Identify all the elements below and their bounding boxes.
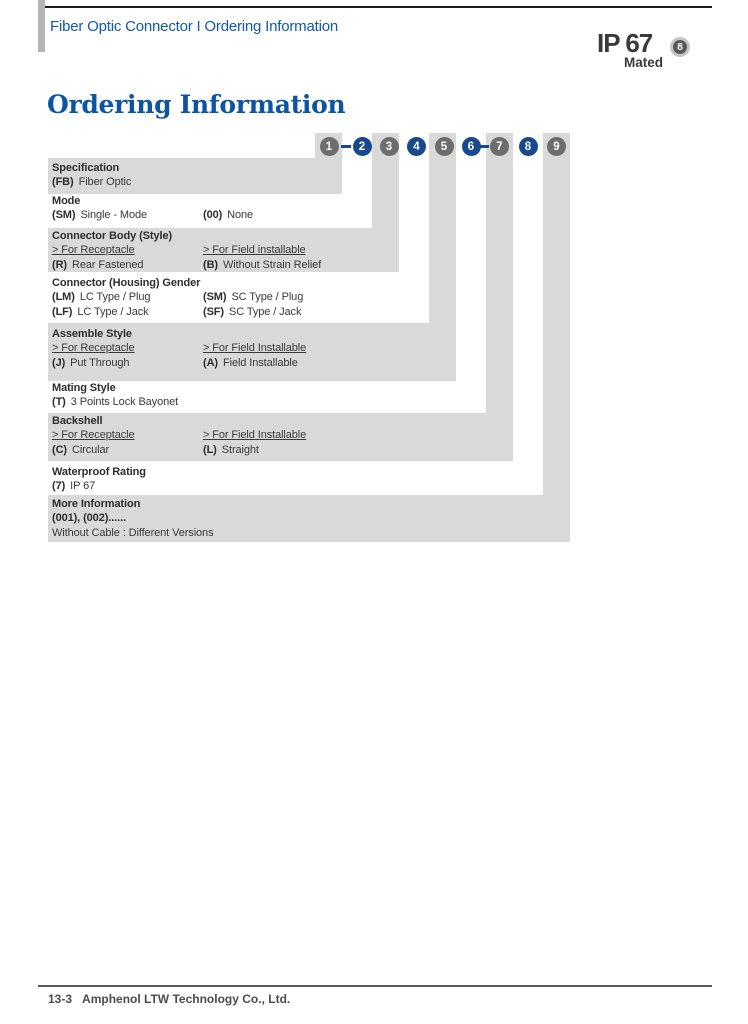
option-row xyxy=(48,356,456,370)
for-receptacle-link: > For Receptacle xyxy=(52,429,135,442)
option-row xyxy=(48,479,358,493)
option-row xyxy=(48,511,570,525)
section-connector-body xyxy=(48,228,399,272)
option-code: (FB) xyxy=(52,176,74,189)
link-row xyxy=(48,428,513,442)
option-code: (SF) xyxy=(203,305,224,318)
position-circle-6: 6 xyxy=(462,137,481,156)
for-receptacle-link: > For Receptacle xyxy=(52,342,135,355)
dash-separator xyxy=(480,145,489,148)
top-rule xyxy=(38,6,712,8)
option-text: Single - Mode xyxy=(80,209,148,222)
option-text: Put Through xyxy=(70,356,130,369)
for-field-installable-link: > For Field installable xyxy=(203,244,306,257)
section-more-information xyxy=(48,495,570,542)
section-assemble-style xyxy=(48,323,456,381)
option-text: IP 67 xyxy=(70,480,96,493)
option-code: (SM) xyxy=(203,291,227,304)
option-code: (L) xyxy=(203,443,217,456)
position-circle-9: 9 xyxy=(547,137,566,156)
link-row xyxy=(48,243,399,257)
option-text: None xyxy=(227,209,254,222)
section-header: Backshell xyxy=(52,415,103,427)
option-text: Rear Fastened xyxy=(71,258,144,271)
stair-column-5 xyxy=(429,133,456,323)
position-circle-5: 5 xyxy=(435,137,454,156)
position-circle-7: 7 xyxy=(490,137,509,156)
option-code: (T) xyxy=(52,396,66,409)
for-field-installable-link: > For Field Installable xyxy=(203,429,307,442)
section-housing-gender xyxy=(48,271,408,326)
page-title: Ordering Information xyxy=(47,90,346,119)
option-row xyxy=(48,443,513,457)
option-text: Without Strain Relief xyxy=(222,258,322,271)
footer xyxy=(48,992,290,1006)
position-circle-1: 1 xyxy=(320,137,339,156)
dash-separator xyxy=(341,145,351,148)
position-circle-4: 4 xyxy=(407,137,426,156)
option-code: (B) xyxy=(203,258,218,271)
option-text: LC Type / Jack xyxy=(77,305,149,318)
option-row xyxy=(48,526,570,540)
company-name: Amphenol LTW Technology Co., Ltd. xyxy=(82,992,291,1006)
for-receptacle-link: > For Receptacle xyxy=(52,244,135,257)
section-specification xyxy=(48,158,342,194)
section-header: Mode xyxy=(52,195,81,207)
link-row xyxy=(48,341,456,355)
position-circle-8: 8 xyxy=(519,137,538,156)
option-text: SC Type / Jack xyxy=(228,305,302,318)
option-code: (C) xyxy=(52,443,67,456)
option-code: (SM) xyxy=(52,209,76,222)
option-text: LC Type / Plug xyxy=(79,291,151,304)
option-code: (LM) xyxy=(52,291,75,304)
more-info-note: Without Cable : Different Versions xyxy=(52,526,214,539)
option-text: 3 Points Lock Bayonet xyxy=(70,396,179,409)
option-code: (R) xyxy=(52,258,67,271)
position-8-badge: 8 xyxy=(670,37,690,57)
option-code: (LF) xyxy=(52,305,73,318)
section-header: Connector Body (Style) xyxy=(52,230,173,242)
option-code: (7) xyxy=(52,480,66,493)
page-number: 13-3 xyxy=(48,992,73,1006)
footer-rule xyxy=(38,985,712,987)
stair-column-9 xyxy=(543,133,570,495)
for-field-installable-link: > For Field Installable xyxy=(203,342,307,355)
position-circle-3: 3 xyxy=(380,137,399,156)
option-code: (J) xyxy=(52,356,66,369)
section-mating-style xyxy=(48,377,358,417)
section-mode xyxy=(48,191,358,230)
header-accent-bar xyxy=(38,0,45,52)
section-header: More Information xyxy=(52,498,141,510)
section-waterproof-rating xyxy=(48,460,358,500)
option-row xyxy=(48,305,408,319)
option-code: (A) xyxy=(203,356,218,369)
ip-rating-label: IP 67 xyxy=(597,28,653,58)
option-code: (00) xyxy=(203,209,223,222)
ip-mated-label: Mated xyxy=(623,55,663,70)
option-row xyxy=(48,395,358,409)
section-backshell xyxy=(48,413,513,461)
more-info-codes: (001), (002)...... xyxy=(52,512,127,525)
option-row xyxy=(48,290,408,304)
option-row xyxy=(48,258,399,272)
section-header: Assemble Style xyxy=(52,328,132,340)
section-header: Connector (Housing) Gender xyxy=(52,277,201,289)
option-row xyxy=(48,175,342,189)
position-circle-2: 2 xyxy=(353,137,372,156)
section-header: Mating Style xyxy=(52,382,116,394)
section-header: Waterproof Rating xyxy=(52,466,146,478)
option-text: SC Type / Plug xyxy=(231,291,304,304)
option-text: Circular xyxy=(71,443,110,456)
stair-column-7 xyxy=(486,133,513,413)
option-row xyxy=(48,208,358,222)
option-text: Straight xyxy=(221,443,259,456)
option-text: Field Installable xyxy=(222,356,298,369)
breadcrumb: Fiber Optic Connector I Ordering Information xyxy=(50,18,338,35)
section-header: Specification xyxy=(52,162,120,174)
option-text: Fiber Optic xyxy=(78,176,132,189)
